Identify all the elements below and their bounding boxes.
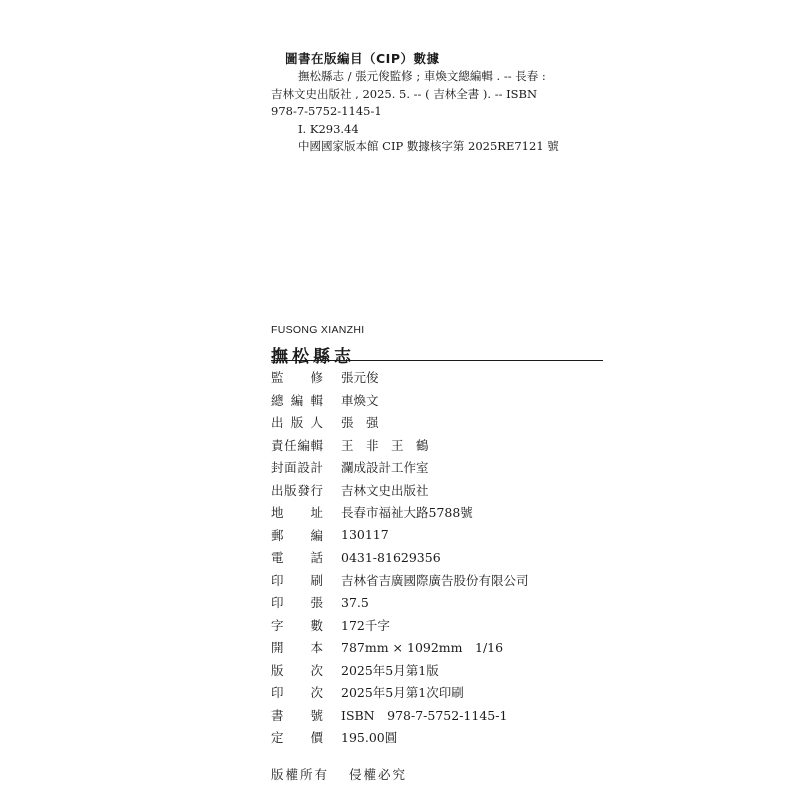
detail-row <box>271 681 529 704</box>
cip-line: Ⅰ. K293.44 <box>298 121 359 136</box>
cip-line: 中國國家版本館 CIP 數據核字第 2025RE7121 號 <box>298 139 559 153</box>
detail-row <box>271 366 529 389</box>
detail-row <box>271 524 529 547</box>
detail-label: 出 版 發 行 <box>271 482 323 498</box>
detail-value: ISBN 978-7-5752-1145-1 <box>341 707 508 723</box>
detail-label: 書 號 <box>271 707 323 723</box>
detail-value: 2025年5月第1次印刷 <box>341 685 464 701</box>
detail-row <box>271 479 529 502</box>
detail-row <box>271 569 529 592</box>
detail-row <box>271 726 529 749</box>
rights-reserved: 版權所有 <box>271 767 330 782</box>
detail-row <box>271 411 529 434</box>
detail-row <box>271 591 529 614</box>
detail-label: 電 話 <box>271 550 323 566</box>
detail-label: 印 張 <box>271 595 323 611</box>
detail-label: 責 任 編 輯 <box>271 437 323 453</box>
detail-label: 定 價 <box>271 730 323 746</box>
detail-row <box>271 659 529 682</box>
detail-value: 王 非 王 鶴 <box>341 437 429 453</box>
detail-row <box>271 456 529 479</box>
detail-label: 印 次 <box>271 685 323 701</box>
detail-row <box>271 704 529 727</box>
detail-label: 出 版 人 <box>271 415 323 431</box>
detail-value: 長春市福祉大路5788號 <box>341 505 473 521</box>
detail-row <box>271 501 529 524</box>
detail-value: 130117 <box>341 527 389 543</box>
detail-label: 字 數 <box>271 617 323 633</box>
detail-row <box>271 614 529 637</box>
detail-value: 195.00圓 <box>341 730 398 746</box>
detail-row <box>271 546 529 569</box>
detail-value: 車煥文 <box>341 392 379 408</box>
cip-line: 撫松縣志 / 張元俊監修 ; 車煥文總編輯 . -- 長春 : <box>298 69 546 83</box>
cip-line: 978-7-5752-1145-1 <box>271 104 382 118</box>
detail-value: 吉林文史出版社 <box>341 482 429 498</box>
detail-value: 張 强 <box>341 415 379 431</box>
detail-row <box>271 434 529 457</box>
detail-label: 郵 編 <box>271 527 323 543</box>
detail-value: 787mm × 1092mm 1/16 <box>341 640 504 656</box>
detail-label: 總 編 輯 <box>271 392 323 408</box>
detail-label: 監 修 <box>271 370 323 386</box>
detail-value: 0431-81629356 <box>341 549 441 565</box>
detail-label: 地 址 <box>271 505 323 521</box>
detail-label: 開 本 <box>271 640 323 656</box>
cip-line: 吉林文史出版社 , 2025. 5. -- ( 吉林全書 ). -- ISBN <box>271 86 538 101</box>
detail-value: 瀾成設計工作室 <box>341 460 429 476</box>
detail-value: 37.5 <box>341 594 369 610</box>
cip-block <box>271 50 571 156</box>
detail-value: 張元俊 <box>341 370 379 386</box>
detail-label: 版 次 <box>271 662 323 678</box>
detail-row <box>271 636 529 659</box>
publication-details <box>271 366 529 749</box>
copyright-notice <box>271 765 407 783</box>
detail-value: 吉林省吉廣國際廣告股份有限公司 <box>341 572 529 588</box>
infringement-notice: 侵權必究 <box>349 767 408 782</box>
detail-value: 2025年5月第1版 <box>341 662 439 678</box>
detail-row <box>271 389 529 412</box>
detail-label: 印 刷 <box>271 572 323 588</box>
chinese-title: 撫松縣志 <box>271 347 355 367</box>
cip-title: 圖書在版編目（CIP）數據 <box>285 51 440 66</box>
english-title: FUSONG XIANZHI <box>271 324 365 336</box>
detail-value: 172千字 <box>341 617 390 633</box>
title-divider <box>271 360 603 361</box>
detail-label: 封 面 設 計 <box>271 460 323 476</box>
